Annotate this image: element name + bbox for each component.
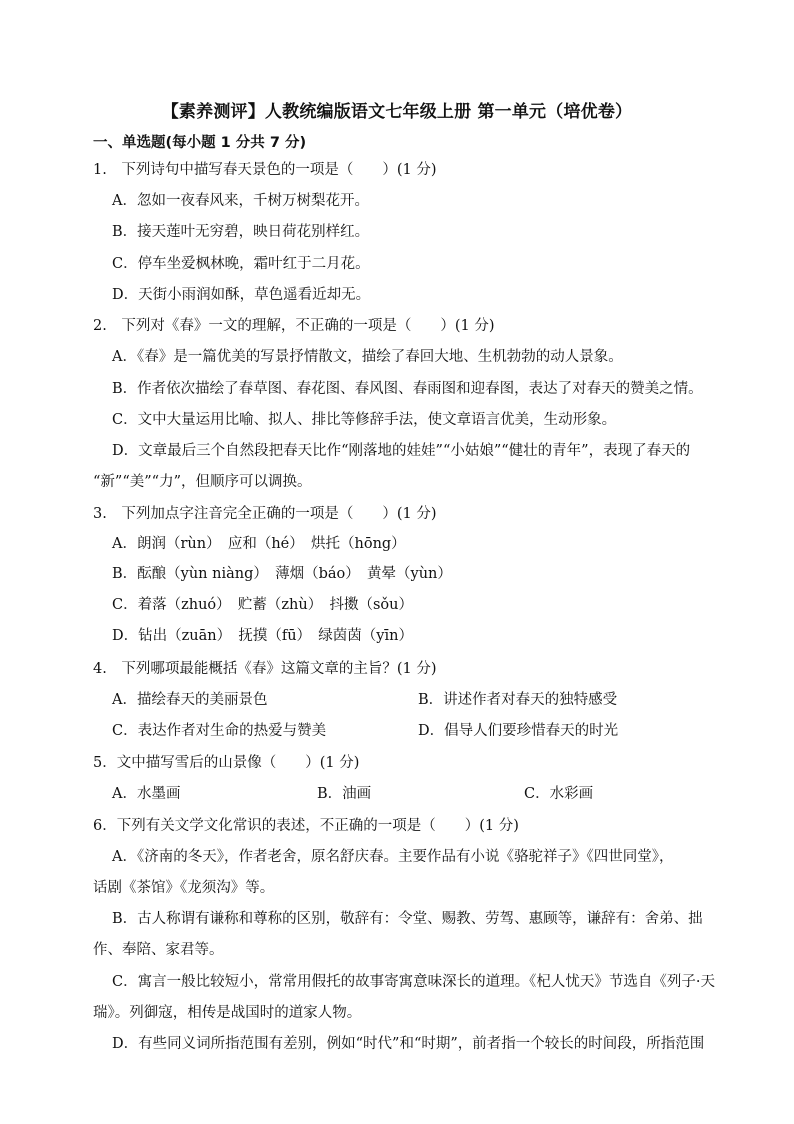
question-2-option-a: A．《春》是一篇优美的写景抒情散文，描绘了春回大地、生机勃勃的动人景象。 xyxy=(112,349,623,365)
question-6-stem: 6．下列有关文学文化常识的表述，不正确的一项是（ ）(1 分) xyxy=(93,818,519,834)
question-3-option-b: B．酝酿（yùn niàng） 薄烟（báo） 黄晕（yùn） xyxy=(112,566,452,582)
question-3-option-a: A．朗润（rùn） 应和（hé） 烘托（hōng） xyxy=(112,536,406,552)
question-6-option-d: D．有些同义词所指范围有差别，例如“时代”和“时期”，前者指一个较长的时间段，所指范围 xyxy=(112,1036,705,1052)
section-heading: 一、单选题(每小题 1 分共 7 分) xyxy=(93,135,307,151)
question-2-option-c: C．文中大量运用比喻、拟人、排比等修辞手法，使文章语言优美，生动形象。 xyxy=(112,412,617,428)
question-4-stem: 4. 下列哪项最能概括《春》这篇文章的主旨？(1 分) xyxy=(93,661,437,677)
question-4-option-d: D．倡导人们要珍惜春天的时光 xyxy=(418,723,619,739)
question-1-option-d: D．天街小雨润如酥，草色遥看近却无。 xyxy=(112,287,371,303)
question-2-stem: 2. 下列对《春》一文的理解，不正确的一项是（ ）(1 分) xyxy=(93,318,495,334)
question-4-option-b: B．讲述作者对春天的独特感受 xyxy=(418,692,618,708)
page-title: 【素养测评】人教统编版语文七年级上册 第一单元（培优卷） xyxy=(161,102,633,122)
question-4-option-c: C．表达作者对生命的热爱与赞美 xyxy=(112,723,327,739)
question-6-option-a: A．《济南的冬天》，作者老舍，原名舒庆春。主要作品有小说《骆驼祥子》《四世同堂》， xyxy=(112,849,674,865)
question-4-option-a: A．描绘春天的美丽景色 xyxy=(112,692,268,708)
question-2-option-d: D．文章最后三个自然段把春天比作“刚落地的娃娃”“小姑娘”“健壮的青年”，表现了春天的 xyxy=(112,443,691,459)
question-1-option-c: C．停车坐爱枫林晚，霜叶红于二月花。 xyxy=(112,256,370,272)
question-5-option-b: B．油画 xyxy=(317,786,372,802)
question-3-stem: 3. 下列加点字注音完全正确的一项是（ ）(1 分) xyxy=(93,506,437,522)
question-5-option-a: A．水墨画 xyxy=(112,786,181,802)
question-6-option-b-continuation: 作、奉陪、家君等。 xyxy=(93,942,224,958)
question-5-stem: 5．文中描写雪后的山景像（ ）(1 分) xyxy=(93,755,360,771)
question-6-option-c: C．寓言一般比较短小，常常用假托的故事寄寓意味深长的道理。《杞人忧天》节选自《列子·天 xyxy=(112,974,715,990)
question-3-option-c: C．着落（zhuó） 贮蓄（zhù） 抖擞（sǒu） xyxy=(112,597,413,613)
question-1-option-a: A．忽如一夜春风来，千树万树梨花开。 xyxy=(112,193,369,209)
question-6-option-c-continuation: 瑞》。列御寇，相传是战国时的道家人物。 xyxy=(93,1005,362,1021)
question-6-option-b: B．古人称谓有谦称和尊称的区别，敬辞有：令堂、赐教、劳驾、惠顾等，谦辞有：舍弟、拙 xyxy=(112,911,703,927)
question-2-option-d-continuation: “新”“美”“力”，但顺序可以调换。 xyxy=(93,474,312,490)
question-5-option-c: C．水彩画 xyxy=(524,786,594,802)
question-2-option-b: B．作者依次描绘了春草图、春花图、春风图、春雨图和迎春图，表达了对春天的赞美之情。 xyxy=(112,381,703,397)
question-1-option-b: B．接天莲叶无穷碧，映日荷花别样红。 xyxy=(112,224,370,240)
question-6-option-a-continuation: 话剧《茶馆》《龙须沟》等。 xyxy=(93,880,275,896)
question-3-option-d: D．钻出（zuān） 抚摸（fū） 绿茵茵（yīn） xyxy=(112,628,413,644)
question-1-stem: 1. 下列诗句中描写春天景色的一项是（ ）(1 分) xyxy=(93,162,437,178)
